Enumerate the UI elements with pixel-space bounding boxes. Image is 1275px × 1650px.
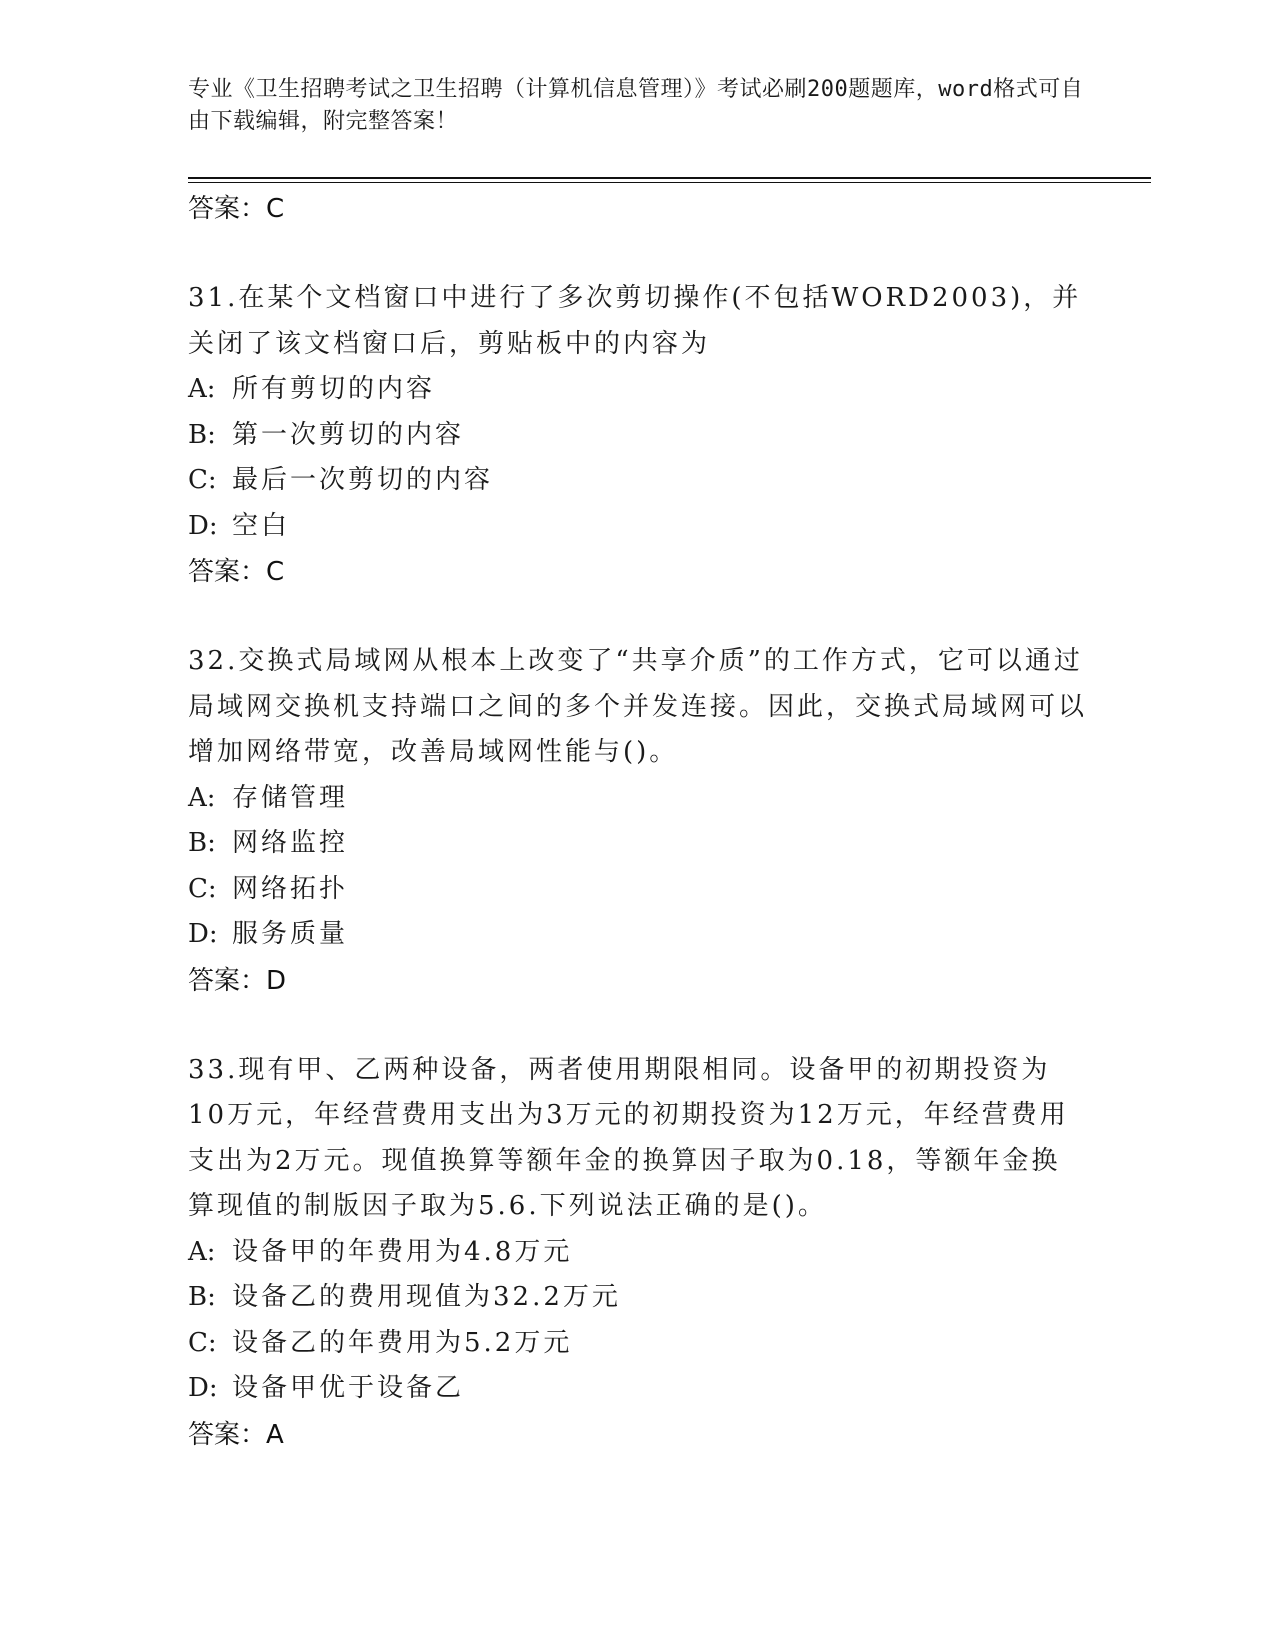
option-letter: B: xyxy=(188,1282,216,1312)
spacer xyxy=(188,595,1088,639)
option-d xyxy=(188,912,1088,958)
question-block xyxy=(188,276,1088,595)
question-block xyxy=(188,1048,1088,1458)
option-c xyxy=(188,867,1088,913)
document-header: 专业《卫生招聘考试之卫生招聘（计算机信息管理）》考试必刷200题题库，word格式可自由下载编辑，附完整答案！ xyxy=(188,77,1084,134)
option-text: 所有剪切的内容 xyxy=(232,374,436,404)
spacer xyxy=(188,1004,1088,1048)
option-a xyxy=(188,776,1088,822)
option-text: 网络拓扑 xyxy=(232,873,349,904)
option-text: 设备甲优于设备乙 xyxy=(232,1373,465,1403)
header-divider-thick xyxy=(188,177,1151,179)
option-c xyxy=(188,458,1088,504)
question-answer: 答案：D xyxy=(188,965,287,996)
option-text: 网络监控 xyxy=(232,828,349,858)
option-letter: A: xyxy=(188,782,216,813)
option-letter: C: xyxy=(188,465,217,495)
question-answer: 答案：C xyxy=(188,557,285,587)
option-text: 空白 xyxy=(232,510,291,541)
option-letter: C: xyxy=(188,873,217,904)
option-text: 设备甲的年费用为4.8万元 xyxy=(232,1236,573,1267)
option-letter: B: xyxy=(188,828,216,858)
option-letter: D: xyxy=(188,1373,218,1403)
option-letter: A: xyxy=(188,374,216,404)
header-divider-thin xyxy=(188,182,1151,183)
option-text: 存储管理 xyxy=(232,782,349,813)
option-text: 最后一次剪切的内容 xyxy=(232,465,494,495)
option-d xyxy=(188,1366,1088,1412)
option-letter: B: xyxy=(188,419,216,450)
question-text: 32.交换式局域网从根本上改变了“共享介质”的工作方式，它可以通过局域网交换机支持端口之间的多个并发连接。因此，交换式局域网可以增加网络带宽，改善局域网性能与()。 xyxy=(188,646,1088,767)
option-text: 设备乙的费用现值为32.2万元 xyxy=(232,1282,621,1312)
option-letter: D: xyxy=(188,510,218,541)
option-b xyxy=(188,821,1088,867)
spacer xyxy=(188,232,1088,276)
option-text: 设备乙的年费用为5.2万元 xyxy=(232,1327,573,1358)
option-a xyxy=(188,367,1088,413)
previous-question-answer: 答案：C xyxy=(188,194,285,224)
question-text: 33.现有甲、乙两种设备，两者使用期限相同。设备甲的初期投资为10万元，年经营费用支出为3万元的初期投资为12万元，年经营费用支出为2万元。现值换算等额年金的换算因子取为0.18，等额年金换算现值的制版因子取为5.6.下列说法正确的是()。 xyxy=(188,1054,1069,1221)
option-b xyxy=(188,1275,1088,1321)
option-text: 第一次剪切的内容 xyxy=(232,419,465,450)
option-a xyxy=(188,1230,1088,1276)
question-content xyxy=(188,186,1088,1458)
option-b xyxy=(188,413,1088,459)
option-letter: C: xyxy=(188,1327,217,1358)
option-letter: A: xyxy=(188,1236,216,1267)
option-text: 服务质量 xyxy=(232,919,349,949)
option-letter: D: xyxy=(188,919,218,949)
option-d xyxy=(188,504,1088,550)
question-answer: 答案：A xyxy=(188,1419,284,1450)
option-c xyxy=(188,1321,1088,1367)
question-text: 31.在某个文档窗口中进行了多次剪切操作(不包括WORD2003)，并关闭了该文档窗口后，剪贴板中的内容为 xyxy=(188,283,1082,359)
question-block xyxy=(188,639,1088,1004)
